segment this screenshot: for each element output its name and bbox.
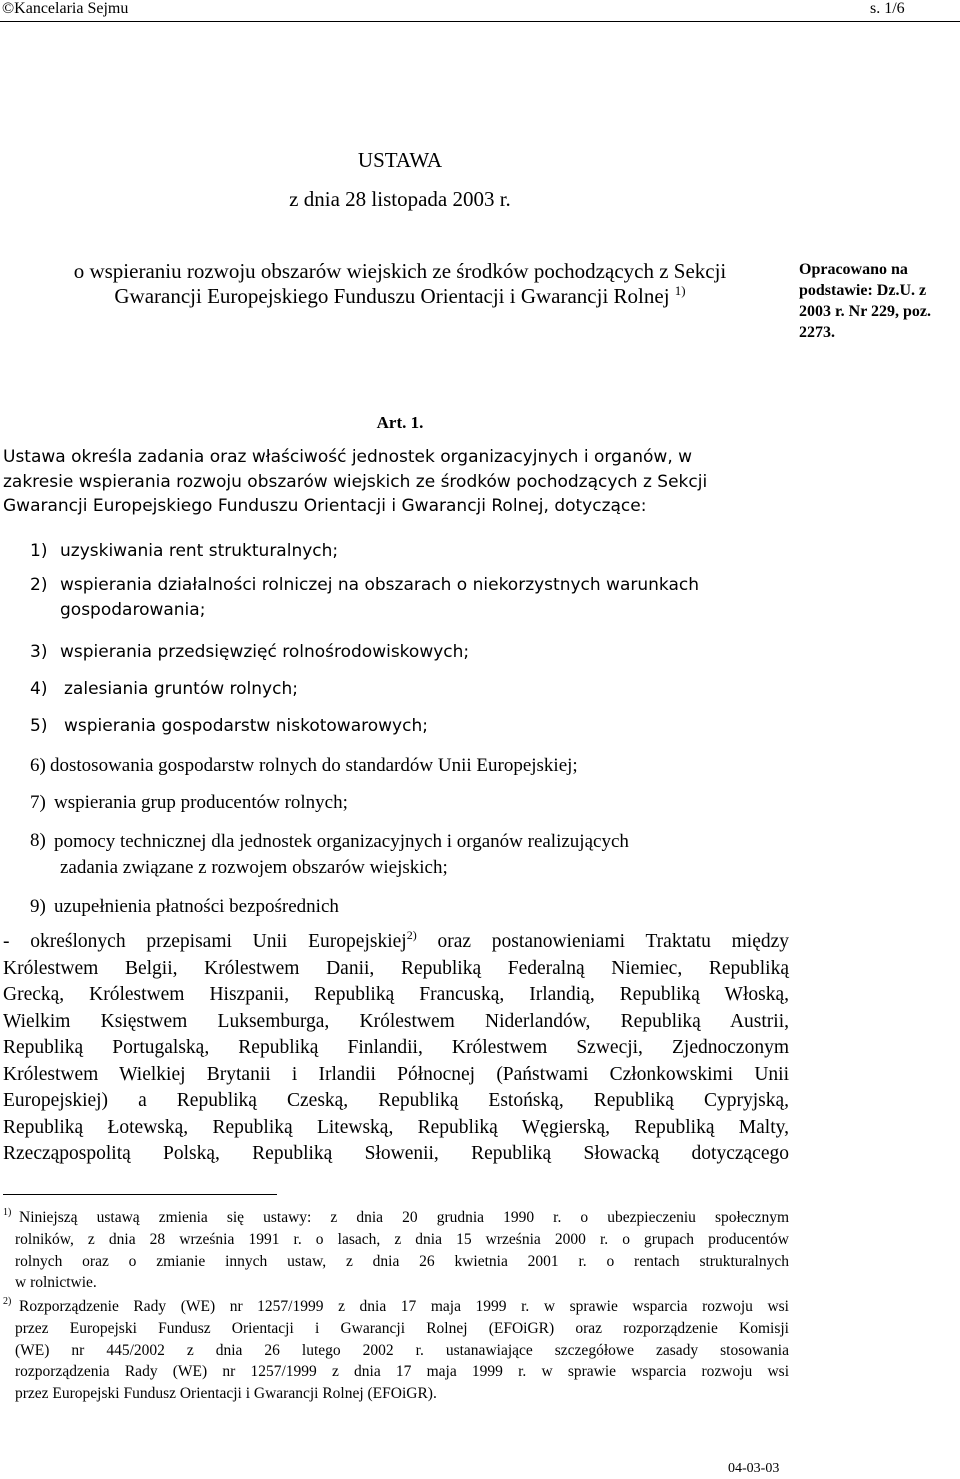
footnote-mark: 2) bbox=[3, 1296, 12, 1307]
closing-line-text: oraz postanowieniami Traktatu między bbox=[416, 931, 789, 952]
article-closing-paragraph bbox=[3, 929, 789, 1168]
footnote-line: przez Europejski Fundusz Orientacji i Gwarancji Rolnej (EFOiGR) oraz rozporządzenie Komisji bbox=[15, 1319, 789, 1337]
source-note-line: podstawie: Dz.U. z bbox=[799, 282, 927, 299]
header-rule bbox=[0, 21, 960, 22]
footnote-line: rolników, z dnia 28 września 1991 r. o lasach, z dnia 15 września 2000 r. o grupach producentów bbox=[15, 1230, 789, 1248]
source-note-line: 2273. bbox=[799, 324, 835, 341]
closing-line: Wielkim Księstwem Luksemburga, Królestwem Niderlandów, Republiką Austrii, bbox=[3, 1010, 789, 1032]
list-item-text: wspierania grup producentów rolnych; bbox=[54, 792, 348, 813]
list-item-text: dostosowania gospodarstw rolnych do standardów Unii Europejskiej; bbox=[50, 755, 578, 776]
closing-line: Republiką Łotewską, Republiką Litewską, Republiką Węgierską, Republiką Malty, bbox=[3, 1116, 789, 1138]
list-item-text: uzupełnienia płatności bezpośrednich bbox=[54, 896, 339, 917]
subject-footnote-ref: 1) bbox=[674, 283, 686, 298]
closing-footnote-ref: 2) bbox=[406, 928, 417, 942]
footnote-line: rozporządzenia Rady (WE) nr 1257/1999 z dnia 17 maja 1999 r. w sprawie wsparcia rozwoju wsi bbox=[15, 1363, 789, 1381]
footnote-line: Rozporządzenie Rady (WE) nr 1257/1999 z dnia 17 maja 1999 r. w sprawie wsparcia rozwoju wsi bbox=[19, 1298, 789, 1315]
closing-line: Republiką Portugalską, Republiką Finlandii, Królestwem Szwecji, Zjednoczonym bbox=[3, 1037, 789, 1058]
list-item-text bbox=[54, 829, 814, 881]
document-type: USTAWA bbox=[357, 148, 443, 172]
intro-line: Ustawa określa zadania oraz właściwość jednostek organizacyjnych i organów, w bbox=[3, 447, 693, 467]
list-item-text: wspierania gospodarstw niskotowarowych; bbox=[64, 716, 428, 736]
closing-line: Królestwem Belgii, Królestwem Danii, Republiką Federalną Niemiec, Republiką bbox=[3, 957, 789, 979]
closing-line: Europejskiej) a Republiką Czeską, Republiką Estońską, Republiką Cypryjską, bbox=[3, 1090, 789, 1111]
list-item-number: 8) bbox=[30, 830, 46, 851]
footnote-line: przez Europejski Fundusz Orientacji i Gwarancji Rolnej (EFOiGR). bbox=[15, 1385, 437, 1403]
list-item-text: uzyskiwania rent strukturalnych; bbox=[60, 541, 339, 561]
list-item-line: zadania związane z rozwojem obszarów wiejskich; bbox=[60, 857, 448, 878]
list-item-text: wspierania przedsięwzięć rolnośrodowiskowych; bbox=[60, 642, 470, 662]
footnote-line: w rolnictwie. bbox=[15, 1274, 97, 1292]
closing-line: Rzecząpospolitą Polską, Republiką Słowenii, Republiką Słowacką dotyczącego bbox=[3, 1143, 789, 1164]
closing-line: Grecką, Królestwem Hiszpanii, Republiką Francuską, Irlandią, Republiką Włoską, bbox=[3, 984, 789, 1005]
footnote-line: (WE) nr 445/2002 z dnia 26 lutego 2002 r. ustanawiające szczegółowe zasady stosowania bbox=[15, 1341, 789, 1359]
article-intro bbox=[3, 445, 791, 519]
header-copyright: ©Kancelaria Sejmu bbox=[2, 0, 129, 17]
source-note-line: 2003 r. Nr 229, poz. bbox=[799, 303, 931, 320]
footnote bbox=[3, 1296, 789, 1405]
list-item-number: 2) bbox=[30, 575, 48, 595]
intro-line: Gwarancji Europejskiego Funduszu Orientacji i Gwarancji Rolnej, dotyczące: bbox=[3, 496, 647, 516]
footnote bbox=[3, 1207, 789, 1294]
list-item-text bbox=[60, 573, 820, 622]
subject-line-2-text: Gwarancji Europejskiego Funduszu Orientacji i Gwarancji Rolnej bbox=[114, 284, 670, 308]
list-item-number: 6) bbox=[30, 755, 46, 776]
header-page-number: s. 1/6 bbox=[870, 0, 905, 17]
source-note-line: Opracowano na bbox=[799, 261, 908, 278]
intro-line: zakresie wspierania rozwoju obszarów wiejskich ze środków pochodzących z Sekcji bbox=[3, 471, 708, 492]
list-item-number: 4) bbox=[30, 679, 48, 699]
list-item-number: 3) bbox=[30, 642, 48, 662]
list-item-line: wspierania działalności rolniczej na obszarach o niekorzystnych warunkach bbox=[60, 575, 700, 595]
subject-line-2 bbox=[0, 284, 800, 309]
list-item-number: 5) bbox=[30, 716, 48, 736]
document-subject bbox=[0, 259, 800, 309]
list-item-line: pomocy technicznej dla jednostek organizacyjnych i organów realizujących bbox=[54, 831, 629, 852]
document-date: z dnia 28 listopada 2003 r. bbox=[289, 187, 511, 211]
list-item-text: zalesiania gruntów rolnych; bbox=[64, 679, 298, 699]
subject-line-1: o wspieraniu rozwoju obszarów wiejskich ze środków pochodzących z Sekcji bbox=[73, 259, 727, 283]
list-item-line: gospodarowania; bbox=[60, 599, 206, 620]
closing-line bbox=[3, 929, 789, 956]
article-heading: Art. 1. bbox=[376, 413, 424, 432]
list-item-number: 7) bbox=[30, 792, 46, 813]
document-code: 04-03-03 bbox=[728, 1461, 780, 1476]
closing-line-text: - określonych przepisami Unii Europejskiej bbox=[3, 931, 407, 952]
source-note bbox=[799, 259, 960, 343]
list-item-number: 9) bbox=[30, 896, 46, 917]
footnote-line: Niniejszą ustawą zmienia się ustawy: z dnia 20 grudnia 1990 r. o ubezpieczeniu społecznym bbox=[19, 1209, 789, 1226]
closing-line: Królestwem Wielkiej Brytanii i Irlandii Północnej (Państwami Członkowskimi Unii bbox=[3, 1063, 789, 1085]
list-item-number: 1) bbox=[30, 541, 48, 561]
footnote-line: rolnych oraz o zmianie innych ustaw, z dnia 26 kwietnia 2001 r. o rentach strukturalnych bbox=[15, 1252, 789, 1270]
footnote-separator bbox=[3, 1194, 277, 1195]
page-header bbox=[0, 0, 960, 20]
footnote-mark: 1) bbox=[3, 1207, 12, 1218]
